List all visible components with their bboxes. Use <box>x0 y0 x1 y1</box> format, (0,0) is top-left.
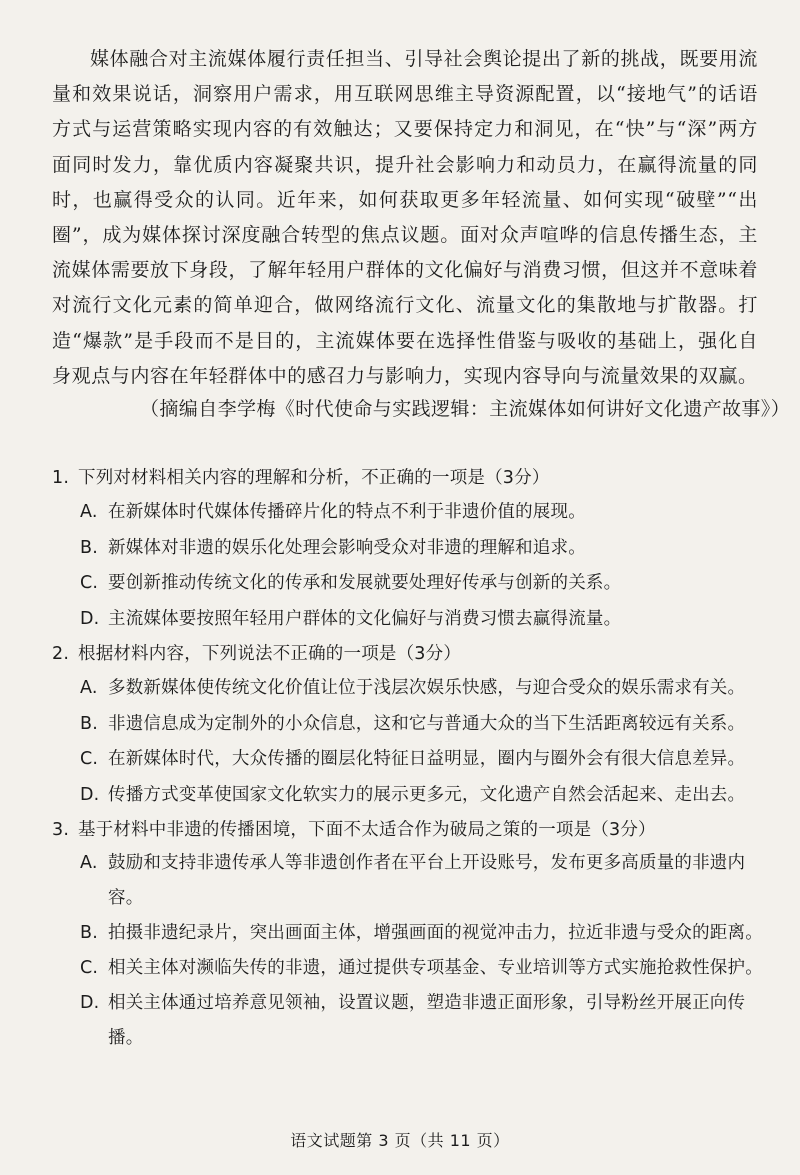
question-1 <box>52 462 772 636</box>
page-footer: 语文试题第 3 页（共 11 页） <box>290 1131 510 1150</box>
option-b <box>52 916 772 951</box>
reading-passage: 媒体融合对主流媒体履行责任担当、引导社会舆论提出了新的挑战，既要用流量和效果说话，洞察用户需求，用互联网思维主导资源配置，以“接地气”的话语方式与运营策略实现内容的有效触达；又要保持定力和洞见，在“快”与“深”两方面同时发力，靠优质内容凝聚共识，提升社会影响力和动员力，在赢得流量的同时，也赢得受众的认同。近年来，如何获取更多年轻流量、如何实现“破壁”“出圈”，成为媒体探讨深度融合转型的焦点议题。面对众声喧哗的信息传播生态，主流媒体需要放下身段，了解年轻用户群体的文化偏好与消费习惯，但这并不意味着对流行文化元素的简单迎合，做网络流行文化、流量文化的集散地与扩散器。打造“爆款”是手段而不是目的，主流媒体要在选择性借鉴与吸收的基础上，强化自身观点与内容在年轻群体中的感召力与影响力，实现内容导向与流量效果的双赢。 <box>52 48 758 387</box>
option-letter: B. <box>80 923 98 943</box>
option-text: 新媒体对非遗的娱乐化处理会影响受众对非遗的理解和追求。 <box>108 537 586 558</box>
question-number: 3. <box>52 820 70 840</box>
option-text: 要创新推动传统文化的传承和发展就要处理好传承与创新的关系。 <box>108 573 622 593</box>
option-a <box>52 672 772 706</box>
question-2 <box>52 638 772 812</box>
option-letter: C. <box>80 958 99 978</box>
option-text: 传播方式变革使国家文化软实力的展示更多元，文化遗产自然会活起来、走出去。 <box>108 784 746 805</box>
option-letter: B. <box>80 713 98 734</box>
option-b <box>52 532 772 566</box>
option-text: 相关主体通过培养意见领袖，设置议题，塑造非遗正面形象，引导粉丝开展正向传播。 <box>108 993 746 1048</box>
option-text: 主流媒体要按照年轻用户群体的文化偏好与消费习惯去赢得流量。 <box>108 608 622 629</box>
option-c <box>52 951 772 986</box>
option-d <box>52 603 772 637</box>
option-text: 非遗信息成为定制外的小众信息，这和它与普通大众的当下生活距离较远有关系。 <box>108 713 746 734</box>
option-letter: A. <box>80 853 98 873</box>
passage-source: （摘编自李学梅《时代使命与实践逻辑：主流媒体如何讲好文化遗产故事》） <box>140 398 791 420</box>
question-list <box>52 462 772 1058</box>
option-letter: C. <box>80 749 99 769</box>
option-a <box>52 846 772 916</box>
option-letter: B. <box>80 537 98 558</box>
question-text: 根据材料内容，下列说法不正确的一项是（3分） <box>78 644 462 664</box>
option-c <box>52 743 772 777</box>
question-number: 2. <box>52 644 70 664</box>
question-stem <box>52 462 772 494</box>
option-letter: D. <box>80 784 100 805</box>
option-b <box>52 708 772 742</box>
question-stem <box>52 814 772 846</box>
option-text: 在新媒体时代，大众传播的圈层化特征日益明显，圈内与圈外会有很大信息差异。 <box>108 749 746 769</box>
option-text: 鼓励和支持非遗传承人等非遗创作者在平台上开设账号，发布更多高质量的非遗内容。 <box>108 853 746 908</box>
option-letter: D. <box>80 608 100 629</box>
option-text: 在新媒体时代媒体传播碎片化的特点不利于非遗价值的展现。 <box>108 502 586 522</box>
option-letter: A. <box>80 678 98 698</box>
option-text: 拍摄非遗纪录片，突出画面主体，增强画面的视觉冲击力，拉近非遗与受众的距离。 <box>108 923 763 943</box>
question-stem <box>52 638 772 670</box>
question-text: 下列对材料相关内容的理解和分析，不正确的一项是（3分） <box>78 468 550 488</box>
question-3 <box>52 814 772 1056</box>
option-d <box>52 986 772 1056</box>
option-a <box>52 496 772 530</box>
option-d <box>52 779 772 813</box>
option-text: 相关主体对濒临失传的非遗，通过提供专项基金、专业培训等方式实施抢救性保护。 <box>108 958 763 978</box>
option-text: 多数新媒体使传统文化价值让位于浅层次娱乐快感，与迎合受众的娱乐需求有关。 <box>108 678 746 698</box>
option-c <box>52 567 772 601</box>
option-letter: C. <box>80 573 99 593</box>
option-letter: D. <box>80 993 100 1013</box>
question-number: 1. <box>52 468 70 488</box>
option-letter: A. <box>80 502 98 522</box>
question-text: 基于材料中非遗的传播困境，下面不太适合作为破局之策的一项是（3分） <box>78 820 656 840</box>
